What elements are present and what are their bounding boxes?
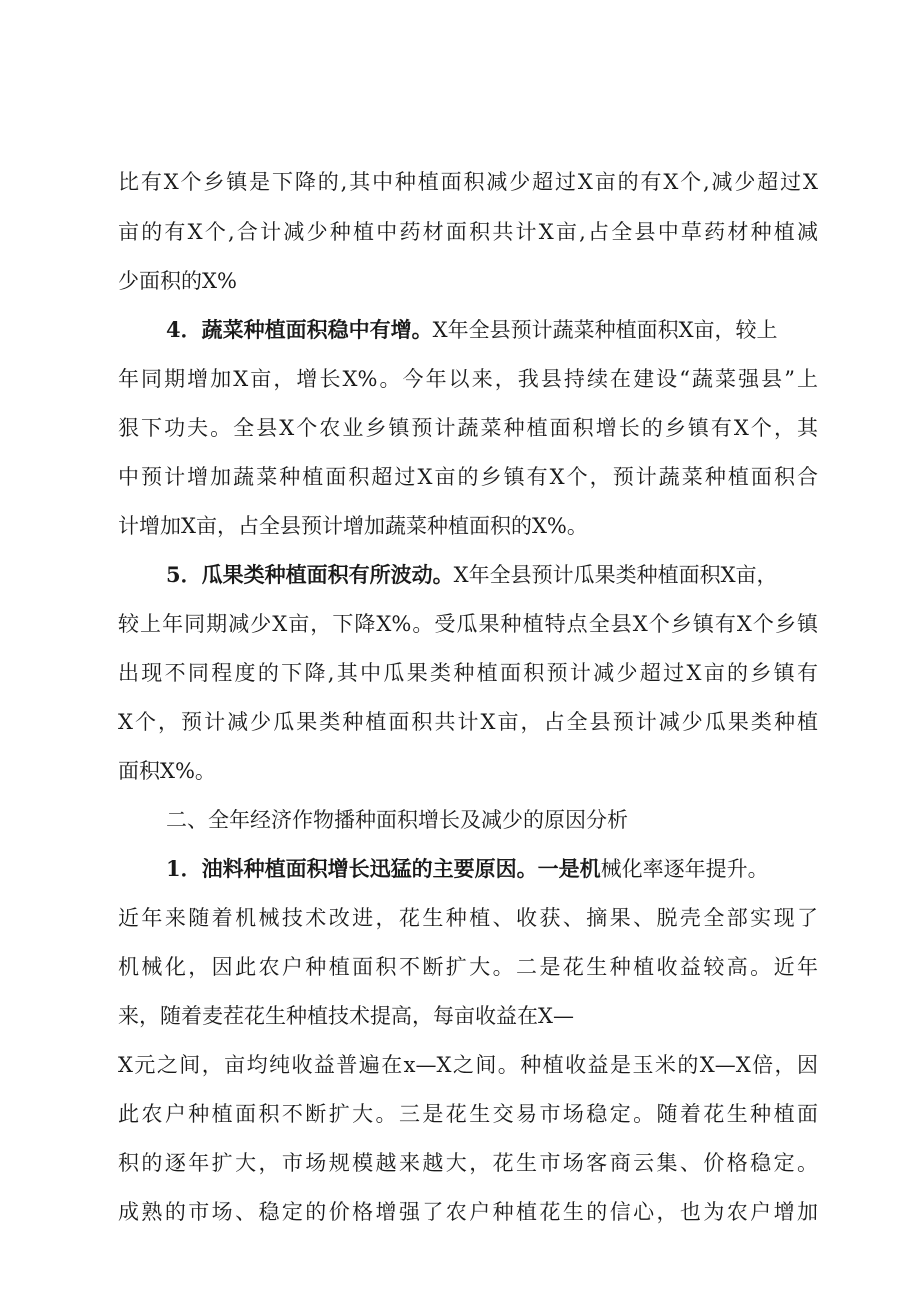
paragraph-line: 面积X%。: [118, 759, 216, 783]
paragraph-line: 积的逐年扩大，市场规模越来越大，花生市场客商云集、价格稳定。: [118, 1151, 818, 1175]
reason-1-first-line-rest: 械化率逐年提升。: [600, 857, 769, 881]
paragraph-line: 比有X个乡镇是下降的,其中种植面积减少超过X亩的有X个,减少超过X: [118, 170, 818, 194]
paragraph-line: 成熟的市场、稳定的价格增强了农户种植花生的信心，也为农户增加: [118, 1200, 818, 1224]
item-4-first-line: [166, 308, 818, 352]
item-4-title: 4．蔬菜种植面积稳中有增。: [166, 317, 433, 342]
paragraph-line: 较上年同期减少X亩，下降X%。受瓜果种植特点全县X个乡镇有X个乡镇: [118, 612, 818, 636]
reason-1-title: 1．油料种植面积增长迅猛的主要原因。一是机: [166, 856, 601, 881]
paragraph-line: X元之间，亩均纯收益普遍在x—X之间。种植收益是玉米的X—X倍，因: [118, 1053, 818, 1077]
paragraph-line: 出现不同程度的下降,其中瓜果类种植面积预计减少超过X亩的乡镇有: [118, 661, 818, 685]
item-4-first-line-rest: X年全县预计蔬菜种植面积X亩，较上: [432, 318, 778, 342]
paragraph-line: 少面积的X%: [118, 269, 237, 293]
paragraph-line: 近年来随着机械技术改进，花生种植、收获、摘果、脱壳全部实现了: [118, 906, 818, 930]
section-2-heading: 二、全年经济作物播种面积增长及减少的原因分析: [166, 808, 628, 832]
paragraph-line: X个，预计减少瓜果类种植面积共计X亩，占全县预计减少瓜果类种植: [118, 710, 818, 734]
paragraph-line: 来，随着麦茬花生种植技术提高，每亩收益在X—: [118, 1004, 574, 1028]
paragraph-line: 狠下功夫。全县X个农业乡镇预计蔬菜种植面积增长的乡镇有X个，其: [118, 416, 818, 440]
paragraph-line: 中预计增加蔬菜种植面积超过X亩的乡镇有X个，预计蔬菜种植面积合: [118, 465, 818, 489]
item-5-first-line: [166, 553, 818, 597]
paragraph-line: 年同期增加X亩，增长X%。今年以来，我县持续在建设“蔬菜强县”上: [118, 367, 818, 391]
item-5-title: 5．瓜果类种植面积有所波动。: [166, 562, 454, 587]
paragraph-line: 计增加X亩，占全县预计增加蔬菜种植面积的X%。: [118, 514, 588, 538]
reason-1-first-line: [166, 847, 818, 891]
paragraph-line: 亩的有X个,合计减少种植中药材面积共计X亩,占全县中草药材种植减: [118, 220, 818, 244]
item-5-first-line-rest: X年全县预计瓜果类种植面积X亩，: [453, 563, 778, 587]
paragraph-line: 机械化，因此农户种植面积不断扩大。二是花生种植收益较高。近年: [118, 955, 818, 979]
paragraph-line: 此农户种植面积不断扩大。三是花生交易市场稳定。随着花生种植面: [118, 1102, 818, 1126]
